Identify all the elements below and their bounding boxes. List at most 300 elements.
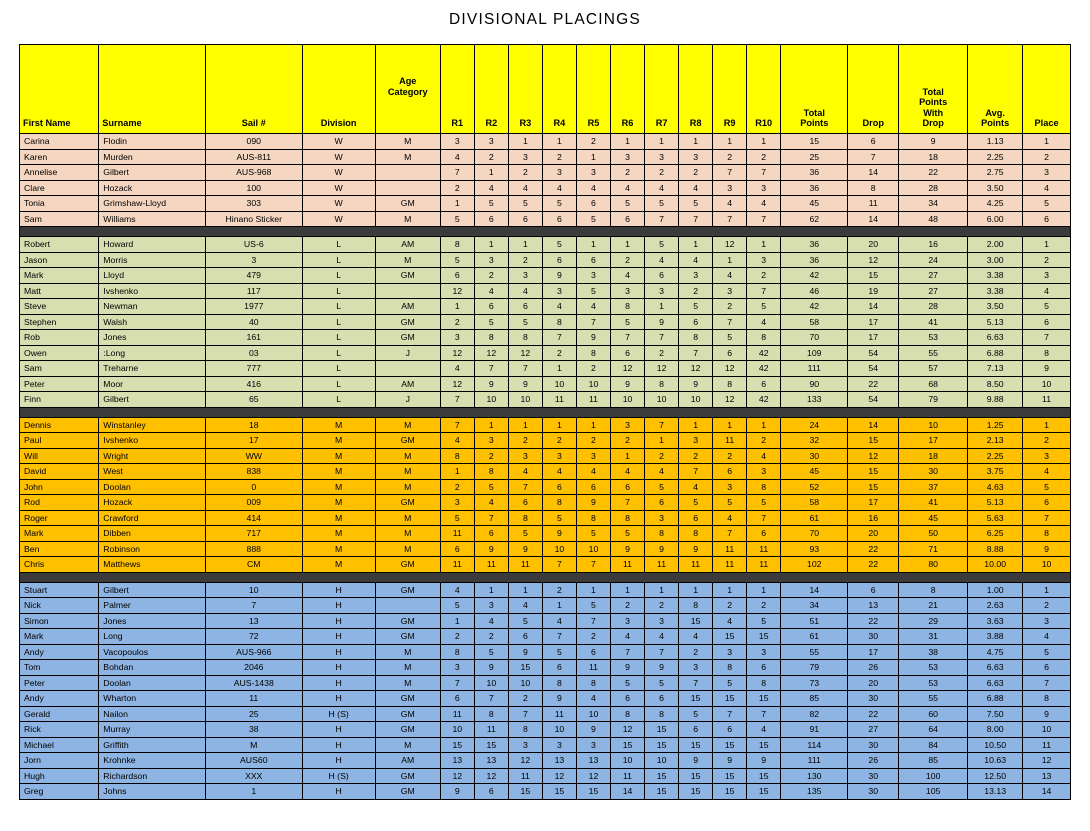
cell-r3: 3 — [508, 149, 542, 165]
cell-total-points-with-drop: 85 — [899, 753, 968, 769]
cell-r8: 11 — [679, 557, 713, 573]
cell-sail-number: 03 — [206, 345, 303, 361]
cell-r5: 7 — [576, 314, 610, 330]
cell-r4: 9 — [542, 691, 576, 707]
cell-r10: 3 — [747, 644, 781, 660]
cell-r1: 7 — [440, 392, 474, 408]
cell-drop: 26 — [848, 660, 899, 676]
cell-first-name: Michael — [20, 737, 99, 753]
cell-total-points-with-drop: 45 — [899, 510, 968, 526]
cell-total-points: 45 — [781, 196, 848, 212]
cell-division: W — [302, 211, 375, 227]
cell-r1: 3 — [440, 134, 474, 150]
cell-surname: Vacopoulos — [99, 644, 206, 660]
cell-r4: 11 — [542, 392, 576, 408]
cell-r7: 3 — [645, 613, 679, 629]
cell-total-points-with-drop: 53 — [899, 660, 968, 676]
table-row — [20, 691, 1071, 707]
cell-total-points: 36 — [781, 237, 848, 253]
cell-place: 1 — [1023, 134, 1071, 150]
cell-avg-points: 5.13 — [968, 314, 1023, 330]
cell-r4: 6 — [542, 211, 576, 227]
cell-r1: 8 — [440, 237, 474, 253]
cell-age-category: GM — [375, 268, 440, 284]
cell-division: L — [302, 330, 375, 346]
cell-r5: 4 — [576, 464, 610, 480]
cell-r10: 8 — [747, 479, 781, 495]
cell-drop: 30 — [848, 737, 899, 753]
table-row — [20, 613, 1071, 629]
cell-r10: 11 — [747, 541, 781, 557]
cell-first-name: Tonia — [20, 196, 99, 212]
cell-r7: 7 — [645, 211, 679, 227]
cell-r5: 6 — [576, 196, 610, 212]
table-row — [20, 644, 1071, 660]
cell-r9: 6 — [713, 464, 747, 480]
cell-division: H — [302, 629, 375, 645]
cell-r6: 4 — [611, 464, 645, 480]
cell-r1: 8 — [440, 644, 474, 660]
cell-r7: 2 — [645, 598, 679, 614]
cell-drop: 6 — [848, 134, 899, 150]
cell-total-points: 36 — [781, 180, 848, 196]
cell-place: 8 — [1023, 526, 1071, 542]
cell-r4: 1 — [542, 598, 576, 614]
cell-surname: Newman — [99, 299, 206, 315]
cell-division: L — [302, 283, 375, 299]
cell-drop: 22 — [848, 706, 899, 722]
cell-r3: 9 — [508, 644, 542, 660]
cell-r10: 15 — [747, 768, 781, 784]
cell-r2: 8 — [474, 464, 508, 480]
cell-total-points: 51 — [781, 613, 848, 629]
cell-r9: 7 — [713, 706, 747, 722]
cell-r3: 1 — [508, 417, 542, 433]
cell-r9: 6 — [713, 722, 747, 738]
cell-r4: 9 — [542, 268, 576, 284]
cell-drop: 15 — [848, 268, 899, 284]
cell-total-points-with-drop: 21 — [899, 598, 968, 614]
cell-surname: Doolan — [99, 479, 206, 495]
cell-surname: Grimshaw-Lloyd — [99, 196, 206, 212]
cell-r4: 13 — [542, 753, 576, 769]
cell-r1: 4 — [440, 582, 474, 598]
cell-place: 5 — [1023, 196, 1071, 212]
cell-place: 11 — [1023, 392, 1071, 408]
cell-r4: 7 — [542, 629, 576, 645]
cell-r2: 10 — [474, 675, 508, 691]
cell-r4: 3 — [542, 737, 576, 753]
cell-r9: 11 — [713, 557, 747, 573]
cell-first-name: Andy — [20, 691, 99, 707]
cell-drop: 54 — [848, 361, 899, 377]
cell-surname: Murden — [99, 149, 206, 165]
cell-total-points-with-drop: 27 — [899, 268, 968, 284]
column-header-r4: R4 — [542, 45, 576, 134]
cell-r3: 5 — [508, 196, 542, 212]
cell-r8: 6 — [679, 314, 713, 330]
cell-r9: 15 — [713, 629, 747, 645]
table-row — [20, 433, 1071, 449]
cell-r6: 7 — [611, 330, 645, 346]
cell-r4: 2 — [542, 149, 576, 165]
cell-drop: 20 — [848, 237, 899, 253]
cell-r1: 1 — [440, 613, 474, 629]
cell-total-points: 93 — [781, 541, 848, 557]
cell-r10: 6 — [747, 526, 781, 542]
cell-r5: 1 — [576, 149, 610, 165]
cell-total-points-with-drop: 79 — [899, 392, 968, 408]
cell-r6: 3 — [611, 417, 645, 433]
cell-total-points: 111 — [781, 753, 848, 769]
cell-total-points-with-drop: 29 — [899, 613, 968, 629]
cell-r10: 8 — [747, 330, 781, 346]
cell-r9: 7 — [713, 526, 747, 542]
cell-r6: 8 — [611, 706, 645, 722]
cell-r5: 2 — [576, 629, 610, 645]
cell-avg-points: 6.88 — [968, 691, 1023, 707]
cell-drop: 22 — [848, 557, 899, 573]
cell-r5: 1 — [576, 582, 610, 598]
page-title: DIVISIONAL PLACINGS — [449, 11, 641, 28]
cell-division: H — [302, 613, 375, 629]
cell-division: M — [302, 495, 375, 511]
cell-r8: 8 — [679, 330, 713, 346]
cell-avg-points: 8.50 — [968, 376, 1023, 392]
cell-total-points-with-drop: 17 — [899, 433, 968, 449]
cell-age-category: AM — [375, 376, 440, 392]
cell-total-points-with-drop: 53 — [899, 675, 968, 691]
cell-surname: Lloyd — [99, 268, 206, 284]
table-row — [20, 134, 1071, 150]
cell-sail-number: 13 — [206, 613, 303, 629]
cell-first-name: Mark — [20, 526, 99, 542]
table-row — [20, 361, 1071, 377]
cell-r9: 15 — [713, 691, 747, 707]
cell-r5: 7 — [576, 557, 610, 573]
cell-r8: 15 — [679, 613, 713, 629]
cell-age-category: AM — [375, 237, 440, 253]
cell-r6: 11 — [611, 768, 645, 784]
cell-total-points-with-drop: 60 — [899, 706, 968, 722]
cell-first-name: Gerald — [20, 706, 99, 722]
cell-sail-number: 009 — [206, 495, 303, 511]
cell-r1: 5 — [440, 252, 474, 268]
cell-r6: 2 — [611, 252, 645, 268]
cell-place: 6 — [1023, 211, 1071, 227]
cell-sail-number: 18 — [206, 417, 303, 433]
cell-total-points-with-drop: 31 — [899, 629, 968, 645]
cell-avg-points: 3.38 — [968, 268, 1023, 284]
cell-r2: 3 — [474, 252, 508, 268]
cell-r2: 6 — [474, 299, 508, 315]
cell-total-points-with-drop: 48 — [899, 211, 968, 227]
cell-r7: 6 — [645, 268, 679, 284]
cell-r3: 4 — [508, 464, 542, 480]
cell-r2: 2 — [474, 629, 508, 645]
cell-r9: 8 — [713, 376, 747, 392]
cell-r1: 5 — [440, 598, 474, 614]
cell-r8: 6 — [679, 510, 713, 526]
cell-r7: 12 — [645, 361, 679, 377]
cell-drop: 19 — [848, 283, 899, 299]
cell-r5: 6 — [576, 252, 610, 268]
cell-r2: 3 — [474, 134, 508, 150]
cell-avg-points: 10.00 — [968, 557, 1023, 573]
table-row — [20, 510, 1071, 526]
cell-drop: 14 — [848, 299, 899, 315]
cell-surname: Howard — [99, 237, 206, 253]
cell-r9: 8 — [713, 660, 747, 676]
cell-r3: 7 — [508, 361, 542, 377]
cell-r4: 4 — [542, 464, 576, 480]
cell-r7: 1 — [645, 134, 679, 150]
cell-sail-number: 65 — [206, 392, 303, 408]
cell-r2: 4 — [474, 613, 508, 629]
cell-r5: 5 — [576, 211, 610, 227]
cell-total-points-with-drop: 28 — [899, 180, 968, 196]
cell-r4: 1 — [542, 417, 576, 433]
table-row — [20, 675, 1071, 691]
cell-r9: 3 — [713, 283, 747, 299]
cell-r8: 9 — [679, 541, 713, 557]
column-header-r6: R6 — [611, 45, 645, 134]
cell-place: 6 — [1023, 660, 1071, 676]
table-row — [20, 557, 1071, 573]
cell-drop: 17 — [848, 644, 899, 660]
cell-r10: 8 — [747, 675, 781, 691]
cell-total-points-with-drop: 22 — [899, 165, 968, 181]
cell-r5: 9 — [576, 495, 610, 511]
cell-total-points: 62 — [781, 211, 848, 227]
avg-points-line-1: Avg. — [985, 107, 1005, 118]
cell-r3: 8 — [508, 722, 542, 738]
cell-age-category: GM — [375, 495, 440, 511]
cell-total-points: 58 — [781, 314, 848, 330]
divisional-placings-table-wrapper — [19, 44, 1071, 800]
table-row — [20, 299, 1071, 315]
cell-place: 7 — [1023, 675, 1071, 691]
table-row — [20, 314, 1071, 330]
cell-first-name: Steve — [20, 299, 99, 315]
cell-r10: 6 — [747, 660, 781, 676]
cell-total-points: 58 — [781, 495, 848, 511]
cell-r2: 9 — [474, 541, 508, 557]
cell-r3: 4 — [508, 180, 542, 196]
cell-r7: 7 — [645, 644, 679, 660]
cell-r5: 3 — [576, 165, 610, 181]
cell-r10: 42 — [747, 392, 781, 408]
cell-avg-points: 6.63 — [968, 675, 1023, 691]
table-row — [20, 196, 1071, 212]
cell-r1: 6 — [440, 541, 474, 557]
cell-r7: 9 — [645, 541, 679, 557]
cell-total-points-with-drop: 105 — [899, 784, 968, 800]
cell-division: L — [302, 268, 375, 284]
cell-r6: 1 — [611, 448, 645, 464]
cell-r7: 5 — [645, 237, 679, 253]
cell-r6: 8 — [611, 510, 645, 526]
cell-total-points: 91 — [781, 722, 848, 738]
cell-r2: 1 — [474, 417, 508, 433]
cell-sail-number: 40 — [206, 314, 303, 330]
cell-avg-points: 5.63 — [968, 510, 1023, 526]
cell-r6: 9 — [611, 541, 645, 557]
total-with-drop-line-1: Total — [922, 86, 944, 97]
cell-r6: 4 — [611, 268, 645, 284]
cell-r2: 7 — [474, 361, 508, 377]
cell-place: 2 — [1023, 252, 1071, 268]
cell-first-name: Rob — [20, 330, 99, 346]
cell-r9: 2 — [713, 448, 747, 464]
cell-place: 11 — [1023, 737, 1071, 753]
cell-r1: 4 — [440, 149, 474, 165]
cell-sail-number: Hinano Sticker — [206, 211, 303, 227]
cell-surname: Hozack — [99, 180, 206, 196]
cell-r1: 11 — [440, 526, 474, 542]
cell-r5: 1 — [576, 417, 610, 433]
cell-total-points-with-drop: 55 — [899, 345, 968, 361]
cell-r4: 6 — [542, 252, 576, 268]
cell-r5: 8 — [576, 345, 610, 361]
cell-place: 5 — [1023, 644, 1071, 660]
cell-drop: 14 — [848, 417, 899, 433]
cell-r10: 1 — [747, 417, 781, 433]
cell-r6: 2 — [611, 433, 645, 449]
cell-first-name: John — [20, 479, 99, 495]
cell-division: L — [302, 392, 375, 408]
cell-age-category: GM — [375, 691, 440, 707]
cell-r6: 12 — [611, 722, 645, 738]
cell-r1: 12 — [440, 768, 474, 784]
total-with-drop-line-2: Points — [919, 97, 948, 108]
cell-surname: :Long — [99, 345, 206, 361]
cell-r4: 15 — [542, 784, 576, 800]
cell-drop: 30 — [848, 691, 899, 707]
cell-r9: 3 — [713, 644, 747, 660]
cell-avg-points: 5.13 — [968, 495, 1023, 511]
total-points-line-1: Total — [803, 107, 825, 118]
cell-r4: 5 — [542, 510, 576, 526]
cell-place: 12 — [1023, 753, 1071, 769]
cell-total-points-with-drop: 84 — [899, 737, 968, 753]
cell-first-name: Stephen — [20, 314, 99, 330]
cell-r1: 2 — [440, 180, 474, 196]
cell-r1: 3 — [440, 330, 474, 346]
cell-r6: 1 — [611, 134, 645, 150]
cell-r8: 10 — [679, 392, 713, 408]
cell-division: H — [302, 753, 375, 769]
cell-total-points: 55 — [781, 644, 848, 660]
cell-drop: 22 — [848, 541, 899, 557]
cell-avg-points: 1.13 — [968, 134, 1023, 150]
cell-division: H — [302, 644, 375, 660]
cell-r9: 4 — [713, 268, 747, 284]
table-row — [20, 149, 1071, 165]
cell-division: M — [302, 464, 375, 480]
cell-total-points-with-drop: 50 — [899, 526, 968, 542]
cell-total-points-with-drop: 16 — [899, 237, 968, 253]
cell-age-category: M — [375, 134, 440, 150]
cell-total-points: 114 — [781, 737, 848, 753]
cell-r4: 8 — [542, 495, 576, 511]
cell-r3: 1 — [508, 582, 542, 598]
cell-r3: 6 — [508, 299, 542, 315]
cell-division: L — [302, 299, 375, 315]
cell-sail-number: 717 — [206, 526, 303, 542]
cell-r2: 9 — [474, 660, 508, 676]
cell-total-points-with-drop: 34 — [899, 196, 968, 212]
column-header-first-name: First Name — [20, 45, 99, 134]
table-row — [20, 784, 1071, 800]
column-header-age-category — [375, 45, 440, 134]
cell-first-name: Roger — [20, 510, 99, 526]
cell-avg-points: 3.00 — [968, 252, 1023, 268]
cell-r7: 6 — [645, 495, 679, 511]
cell-r3: 2 — [508, 691, 542, 707]
cell-r5: 8 — [576, 510, 610, 526]
cell-sail-number: AUS-811 — [206, 149, 303, 165]
cell-total-points: 111 — [781, 361, 848, 377]
cell-surname: Dibben — [99, 526, 206, 542]
cell-r3: 2 — [508, 433, 542, 449]
cell-age-category: GM — [375, 722, 440, 738]
cell-r10: 3 — [747, 464, 781, 480]
cell-division: W — [302, 180, 375, 196]
cell-r7: 4 — [645, 464, 679, 480]
cell-first-name: Nick — [20, 598, 99, 614]
table-row — [20, 330, 1071, 346]
cell-r6: 14 — [611, 784, 645, 800]
cell-r1: 5 — [440, 510, 474, 526]
cell-r8: 8 — [679, 526, 713, 542]
cell-total-points: 102 — [781, 557, 848, 573]
cell-place: 3 — [1023, 448, 1071, 464]
cell-total-points-with-drop: 8 — [899, 582, 968, 598]
cell-division: M — [302, 448, 375, 464]
cell-place: 2 — [1023, 149, 1071, 165]
cell-r8: 8 — [679, 598, 713, 614]
cell-avg-points: 1.25 — [968, 417, 1023, 433]
cell-r9: 2 — [713, 299, 747, 315]
cell-surname: Bohdan — [99, 660, 206, 676]
cell-first-name: Karen — [20, 149, 99, 165]
cell-r1: 12 — [440, 283, 474, 299]
cell-r8: 15 — [679, 691, 713, 707]
cell-r7: 1 — [645, 582, 679, 598]
cell-r3: 5 — [508, 314, 542, 330]
cell-r2: 5 — [474, 314, 508, 330]
cell-r6: 10 — [611, 392, 645, 408]
cell-total-points: 25 — [781, 149, 848, 165]
cell-r10: 7 — [747, 165, 781, 181]
cell-first-name: Ben — [20, 541, 99, 557]
column-header-total-points-with-drop — [899, 45, 968, 134]
cell-r6: 5 — [611, 526, 645, 542]
cell-total-points: 32 — [781, 433, 848, 449]
cell-drop: 16 — [848, 510, 899, 526]
divisional-placings-table — [19, 44, 1071, 800]
cell-sail-number: AUS-966 — [206, 644, 303, 660]
cell-r5: 3 — [576, 448, 610, 464]
cell-avg-points: 2.13 — [968, 433, 1023, 449]
cell-r10: 7 — [747, 706, 781, 722]
cell-division: M — [302, 510, 375, 526]
age-category-line-2: Category — [387, 87, 428, 97]
cell-avg-points: 2.25 — [968, 149, 1023, 165]
table-row — [20, 180, 1071, 196]
cell-place: 4 — [1023, 464, 1071, 480]
